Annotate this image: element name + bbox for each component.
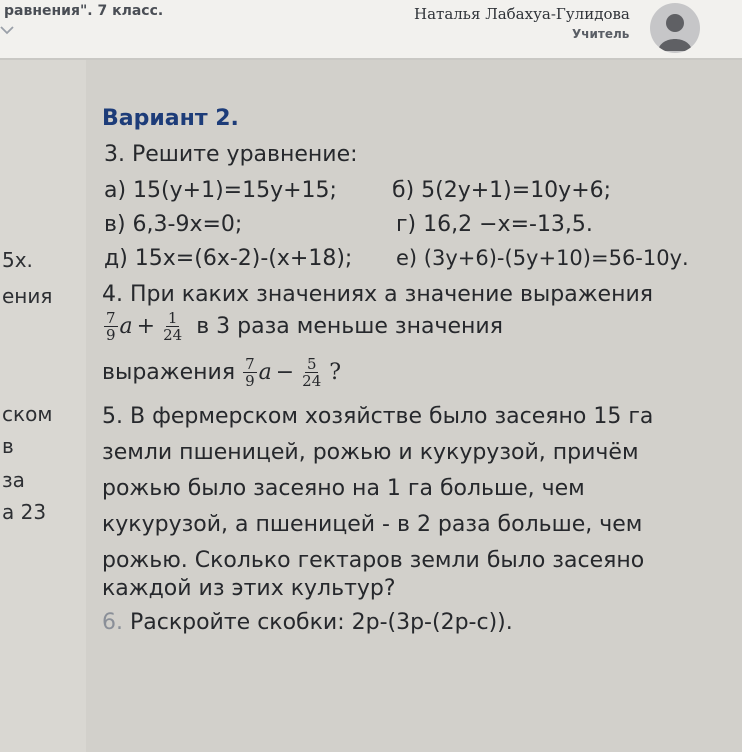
user-silhouette-icon: [650, 3, 700, 53]
fraction-numerator: 7: [245, 355, 255, 373]
task5-line3: рожью было засеяно на 1 га больше, чем: [102, 476, 585, 501]
left-fragment-text: 5х.: [2, 248, 33, 272]
top-bar: [0, 0, 742, 58]
task5-line6: каждой из этих культур?: [102, 576, 396, 601]
task4-line3: [102, 356, 345, 389]
task4-line2-text: в 3 раза меньше значения: [196, 314, 503, 339]
task3-item-v: в) 6,3-9х=0;: [104, 212, 243, 237]
variant-title: Вариант 2.: [102, 106, 239, 131]
math-operator: +: [136, 314, 156, 339]
left-fragment-text: а 23: [2, 500, 47, 524]
fraction-numerator: 7: [106, 309, 116, 327]
teacher-role: Учитель: [572, 27, 630, 41]
fraction-denominator: 9: [106, 326, 116, 344]
fraction-numerator: 1: [167, 309, 178, 327]
task3-item-g: г) 16,2 −х=-13,5.: [396, 212, 593, 237]
task3-title: 3. Решите уравнение:: [104, 142, 358, 167]
fraction-denominator: 24: [163, 326, 183, 344]
left-fragment-text: за: [2, 468, 25, 492]
task3-item-e: е) (3у+6)-(5у+10)=56-10у.: [396, 246, 689, 270]
task4-line3-text: выражения: [102, 360, 236, 385]
math-operator: −: [275, 360, 295, 385]
fraction: [300, 356, 323, 389]
fraction: [161, 310, 184, 343]
left-fragment-text: ения: [2, 284, 53, 308]
task3-item-a: а) 15(у+1)=15у+15;: [104, 178, 337, 203]
task5-line1: 5. В фермерском хозяйстве было засеяно 15 га: [102, 404, 654, 429]
math-variable: a: [119, 314, 133, 339]
left-page-fragment: [0, 60, 84, 752]
fraction: [243, 356, 257, 389]
avatar[interactable]: [650, 3, 700, 53]
math-variable: a: [258, 360, 272, 385]
task3-item-b: б) 5(2у+1)=10у+6;: [392, 178, 612, 203]
fraction-denominator: 9: [245, 372, 255, 390]
task6-text: Раскройте скобки: 2р-(3р-(2р-с)).: [130, 610, 513, 635]
course-title: равнения". 7 класс.: [4, 3, 164, 19]
chevron-down-icon[interactable]: [0, 24, 14, 36]
task4-line2: [102, 310, 503, 343]
task5-line4: кукурузой, а пшеницей - в 2 раза больше, чем: [102, 512, 643, 537]
question-mark: ?: [329, 360, 342, 385]
task3-item-d: д) 15х=(6х-2)-(х+18);: [104, 246, 353, 271]
left-fragment-text: в: [2, 434, 14, 458]
task4-line1: 4. При каких значениях а значение выражения: [102, 282, 654, 307]
fraction-denominator: 24: [302, 372, 322, 390]
teacher-name[interactable]: Наталья Лабахуа-Гулидова: [414, 5, 630, 23]
left-fragment-text: ском: [2, 402, 53, 426]
fraction-numerator: 5: [306, 355, 317, 373]
task6-line: [102, 610, 513, 635]
fraction: [104, 310, 118, 343]
task5-line2: земли пшеницей, рожью и кукурузой, причём: [102, 440, 639, 465]
task6-number: 6.: [102, 610, 123, 635]
task5-line5: рожью. Сколько гектаров земли было засеяно: [102, 548, 645, 573]
